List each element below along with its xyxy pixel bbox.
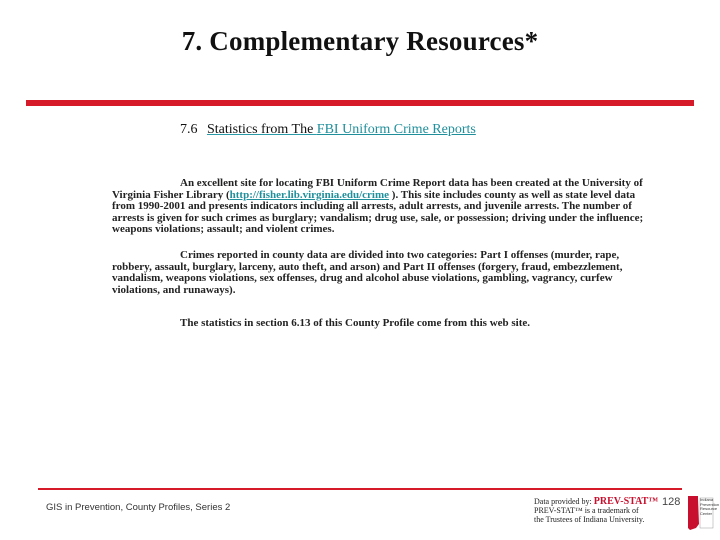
paragraph-2-text: Crimes reported in county data are divided into two categories: Part I offenses (murder, rape, robbery, assault, burglary, larceny, auto theft, and arson) and Part II offenses (forgery, fraud, embezzlement, vandalism, weapons violations, sex offenses, drug and alcohol abuse violations, gambling, vagrancy, curfew violations, and runaways).	[112, 249, 623, 296]
credit-trustees-line: the Trustees of Indiana University.	[534, 515, 645, 524]
paragraph-fisher-library	[112, 178, 652, 236]
footer-series-label: GIS in Prevention, County Profiles, Series 2	[46, 502, 231, 513]
fbi-ucr-link[interactable]: FBI Uniform Crime Reports	[316, 122, 476, 137]
footer-divider	[38, 488, 682, 490]
section-number: 7.6	[180, 122, 198, 137]
prev-stat-brand: PREV-STAT™	[593, 496, 659, 507]
page-number: 128	[662, 496, 681, 508]
ipr-logo-text: Indiana Prevention Resource Center	[700, 497, 720, 516]
section-heading-text: Statistics from The	[207, 122, 317, 137]
paragraph-source-note: The statistics in section 6.13 of this County Profile come from this web site.	[180, 317, 531, 329]
section-heading	[180, 122, 476, 138]
title-divider	[26, 100, 694, 106]
paragraph-1-start: An excellent site for locating FBI Uniform Crime Report data has been created at the University of Virginia Fisher Library (	[112, 177, 643, 201]
paragraph-1-end: ). This site includes county as well as state level data from 1990-2001 and presents indicators including all arrests, adult arrests, and juvenile arrests. The number of arrests is given for such crimes as burglary; vandalism; drug use, sale, or possession; driving under the influence; weapons violations; assault; and violent crimes.	[112, 188, 644, 235]
slide-title: 7. Complementary Resources*	[181, 26, 539, 56]
fisher-crime-link[interactable]: http://fisher.lib.virginia.edu/crime	[229, 188, 390, 201]
paragraph-crime-categories	[112, 250, 652, 296]
credit-trademark-line: PREV-STAT™ is a trademark of	[534, 506, 639, 515]
credit-prefix: Data provided by:	[534, 497, 594, 506]
